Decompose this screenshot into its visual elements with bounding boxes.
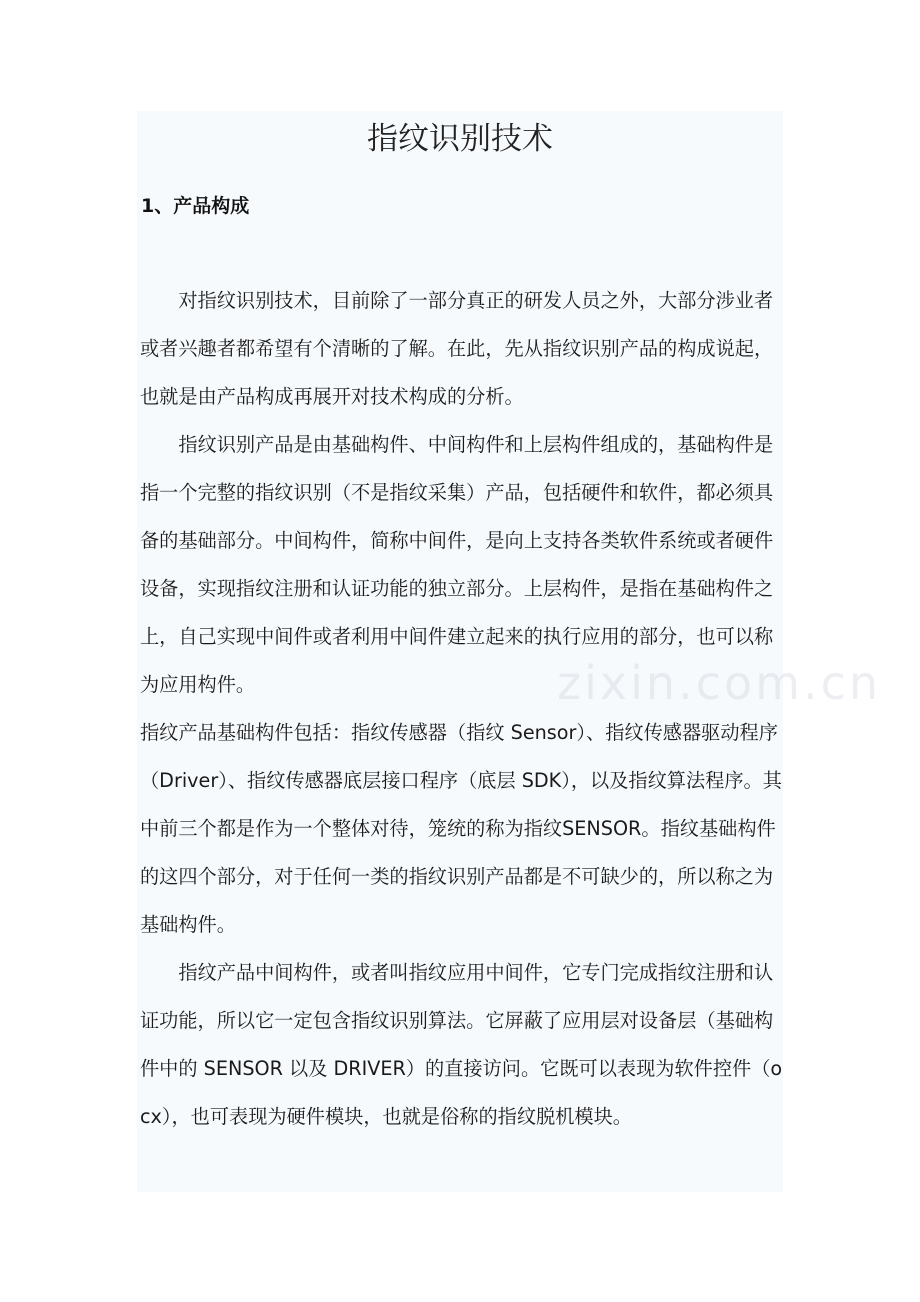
document-title: 指纹识别技术	[367, 121, 553, 157]
watermark-text: zixin.com.cn	[557, 656, 882, 710]
paragraph-1: 对指纹识别技术，目前除了一部分真正的研发人员之外，大部分涉业者或者兴趣者都希望有个清晰的了解。在此，先从指纹识别产品的构成说起，也就是由产品构成再展开对技术构成的分析。	[140, 289, 774, 408]
document-page	[137, 111, 882, 1192]
paragraph-4: 指纹产品中间构件，或者叫指纹应用中间件，它专门完成指纹注册和认证功能，所以它一定包含指纹识别算法。它屏蔽了应用层对设备层（基础构件中的 SENSOR 以及 DRIVER）的直接访问。它既可以表现为软件控件（ocx），也可表现为硬件模块，也就是俗称的指纹脱机模块。	[140, 961, 783, 1128]
section-heading: 1、产品构成	[141, 195, 250, 217]
paragraph-3: 指纹产品基础构件包括：指纹传感器（指纹 Sensor）、指纹传感器驱动程序（Driver）、指纹传感器底层接口程序（底层 SDK），以及指纹算法程序。其中前三个都是作为一个整体对待，笼统的称为指纹SENSOR。指纹基础构件的这四个部分，对于任何一类的指纹识别产品都是不可缺少的，所以称之为基础构件。	[140, 721, 782, 936]
paragraph-2: 指纹识别产品是由基础构件、中间构件和上层构件组成的，基础构件是指一个完整的指纹识别（不是指纹采集）产品，包括硬件和软件，都必须具备的基础部分。中间构件，简称中间件，是向上支持各类软件系统或者硬件设备，实现指纹注册和认证功能的独立部分。上层构件，是指在基础构件之上，自己实现中间件或者利用中间件建立起来的执行应用的部分，也可以称为应用构件。	[140, 433, 774, 696]
